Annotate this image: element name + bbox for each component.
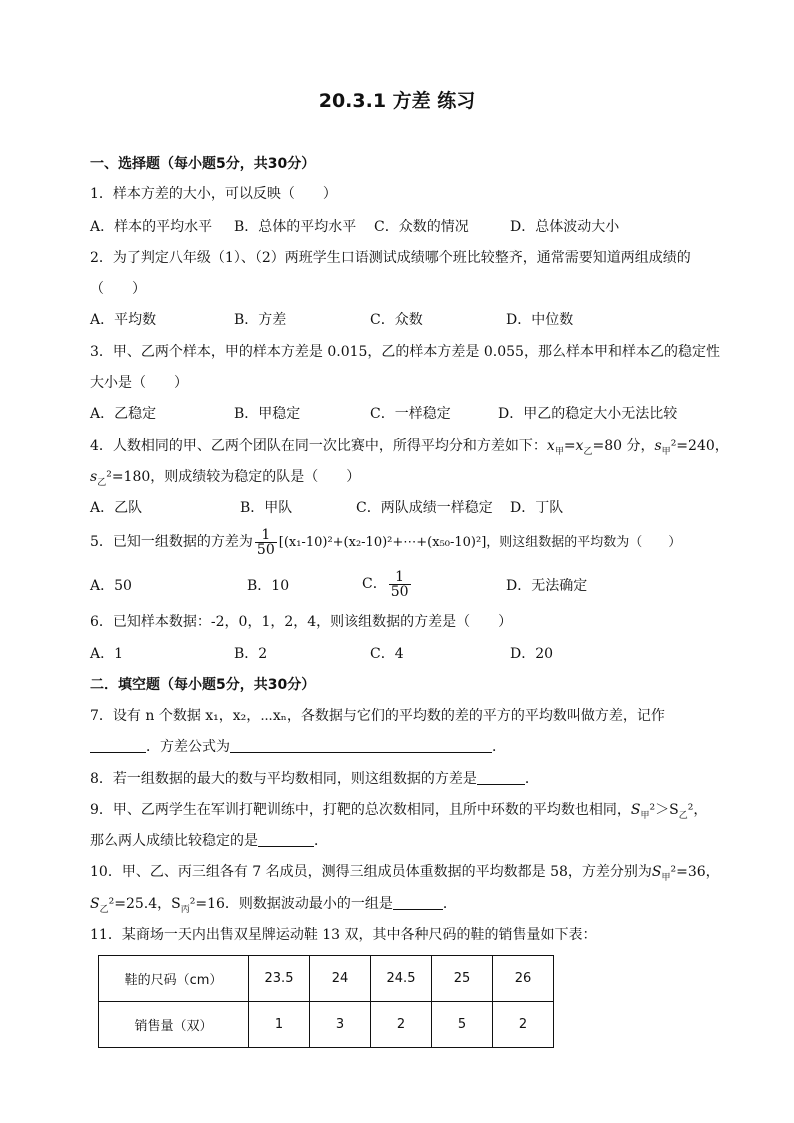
q10-sub-yi: 乙 <box>99 904 109 915</box>
q10-s-symbol: S <box>651 864 662 880</box>
q10-sub-bing: 丙 <box>180 904 190 915</box>
q7-blank-notation[interactable] <box>90 738 146 753</box>
q4-stem-text: 4．人数相同的甲、乙两个团队在同一次比赛中，所得平均分和方差如下： <box>90 438 547 454</box>
q4-x-symbol: x <box>546 438 555 454</box>
q5-fraction-numerator: 1 <box>255 528 277 543</box>
q9-sub-yi: 乙 <box>678 810 688 821</box>
q5-stem-text: 5．已知一组数据的方差为 <box>90 534 253 550</box>
q9-greater: ²＞S <box>649 802 679 818</box>
q4-stem-line1 <box>90 436 729 462</box>
q4-sub-yi: 乙 <box>583 446 593 457</box>
q2-stem-line2: （ ） <box>90 281 146 297</box>
q7-blank-formula[interactable] <box>230 738 492 753</box>
q10-var-yi: ²=25.4，S <box>108 896 181 912</box>
q5-option-c <box>362 566 413 602</box>
q6-option-d: D．20 <box>510 646 554 662</box>
q10-var-bing: ²=16．则数据波动最小的一组是 <box>189 896 393 912</box>
q4-mean-value: =80 分， <box>592 438 655 454</box>
q9-end: ²， <box>687 802 708 818</box>
q3-option-a: A．乙稳定 <box>90 406 157 422</box>
q1-option-a: A．样本的平均水平 <box>90 219 213 235</box>
section-heading-fill: 二．填空题（每小题5分，共30分） <box>90 677 316 693</box>
q9-stem-line1 <box>90 800 707 826</box>
q5-formula: [(x₁-10)²+(x₂-10)²+⋯+(x₅₀-10)²]，则这组数据的平均数为（ ） <box>278 535 682 550</box>
table-row-header-count: 销售量（双） <box>99 1002 249 1048</box>
q4-sub-yi2: 乙 <box>97 477 107 488</box>
q1-option-c: C．众数的情况 <box>374 219 469 235</box>
q3-option-c: C．一样稳定 <box>370 406 451 422</box>
table-cell-count: 2 <box>493 1002 554 1048</box>
q10-blank[interactable] <box>393 895 443 910</box>
q5-option-c-denominator: 50 <box>390 583 409 600</box>
q7-text-formula: ．方差公式为 <box>146 739 230 755</box>
q4-option-b: B．甲队 <box>240 500 293 516</box>
table-cell-count: 1 <box>249 1002 310 1048</box>
q6-option-a: A．1 <box>90 646 124 662</box>
q6-option-c: C．4 <box>370 646 404 662</box>
q6-option-b: B．2 <box>234 646 268 662</box>
q2-option-b: B．方差 <box>234 312 287 328</box>
section-heading-choice: 一、选择题（每小题5分，共30分） <box>90 156 316 172</box>
q5-fraction-denominator: 50 <box>256 541 275 558</box>
q2-option-a: A．平均数 <box>90 312 157 328</box>
table-row <box>99 956 554 1002</box>
q4-option-d: D．丁队 <box>510 500 564 516</box>
q7-period: ． <box>492 739 506 755</box>
q5-stem <box>90 524 681 561</box>
q1-stem: 1．样本方差的大小，可以反映（ ） <box>90 186 337 202</box>
q10-sub-jia: 甲 <box>661 872 671 883</box>
q4-variance-yi: ²=180，则成绩较为稳定的队是（ ） <box>106 469 361 485</box>
q5-option-a: A．50 <box>90 578 132 594</box>
q4-s-symbol: s <box>654 438 662 454</box>
q7-stem-line2 <box>90 737 506 757</box>
q1-option-b: B．总体的平均水平 <box>234 219 357 235</box>
q10-var-jia: ²=36， <box>670 864 720 880</box>
table-cell-size: 24 <box>310 956 371 1002</box>
table-cell-count: 5 <box>432 1002 493 1048</box>
table-cell-size: 25 <box>432 956 493 1002</box>
shoe-size-sales-table <box>98 955 554 1048</box>
page-title: 20.3.1 方差 练习 <box>318 90 476 112</box>
q8-stem <box>90 769 539 789</box>
q1-option-d: D．总体波动大小 <box>510 219 620 235</box>
q3-option-b: B．甲稳定 <box>234 406 301 422</box>
q4-s-symbol2: s <box>90 469 98 485</box>
q3-stem-line1: 3．甲、乙两个样本，甲的样本方差是 0.015，乙的样本方差是 0.055，那么样本甲和样本乙的稳定性 <box>90 344 720 360</box>
q8-period: ． <box>524 771 539 787</box>
q5-option-c-fraction <box>389 570 411 599</box>
q7-stem-line1: 7．设有 n 个数据 x₁，x₂，⋯xₙ，各数据与它们的平均数的差的平方的平均数叫做方差，记作 <box>90 708 665 724</box>
q10-text: 10．甲、乙、丙三组各有 7 名成员，测得三组成员体重数据的平均数都是 58，方差分别为 <box>90 864 652 880</box>
q3-option-d: D．甲乙的稳定大小无法比较 <box>498 406 678 422</box>
table-row-header-size: 鞋的尺码（cm） <box>99 956 249 1002</box>
q10-period: ． <box>442 896 457 912</box>
q5-option-c-numerator: 1 <box>389 570 411 585</box>
q9-stem-line2 <box>90 831 328 851</box>
q4-sub-jia: 甲 <box>554 446 564 457</box>
table-cell-size: 24.5 <box>371 956 432 1002</box>
table-cell-size: 23.5 <box>249 956 310 1002</box>
q5-fraction <box>255 528 277 557</box>
q4-variance-jia: ²=240， <box>670 438 729 454</box>
q10-stem-line1 <box>90 862 720 888</box>
q2-option-d: D．中位数 <box>506 312 574 328</box>
q8-blank[interactable] <box>477 770 525 785</box>
q9-s-symbol: S <box>630 802 641 818</box>
q11-stem: 11．某商场一天内出售双星牌运动鞋 13 双，其中各种尺码的鞋的销售量如下表： <box>90 927 597 943</box>
q2-option-c: C．众数 <box>370 312 423 328</box>
q6-stem: 6．已知样本数据：-2，0，1，2，4，则该组数据的方差是（ ） <box>90 614 513 630</box>
q9-text2: 那么两人成绩比较稳定的是 <box>90 833 258 849</box>
table-cell-size: 26 <box>493 956 554 1002</box>
table-row <box>99 1002 554 1048</box>
q5-option-c-label: C． <box>362 576 387 592</box>
q4-option-a: A．乙队 <box>90 500 143 516</box>
q9-period: ． <box>314 833 328 849</box>
table-cell-count: 2 <box>371 1002 432 1048</box>
q5-option-d: D．无法确定 <box>506 578 588 594</box>
q4-equals-x: =x <box>563 438 584 454</box>
q3-stem-line2: 大小是（ ） <box>90 375 188 391</box>
q10-s-symbol2: S <box>90 896 100 912</box>
q4-sub-jia2: 甲 <box>661 446 671 457</box>
q9-blank[interactable] <box>258 832 314 847</box>
q4-stem-line2 <box>90 467 360 493</box>
q8-text: 8．若一组数据的最大的数与平均数相同，则这组数据的方差是 <box>90 771 477 787</box>
table-cell-count: 3 <box>310 1002 371 1048</box>
q4-option-c: C．两队成绩一样稳定 <box>356 500 493 516</box>
q5-option-b: B．10 <box>247 578 290 594</box>
q2-stem-line1: 2．为了判定八年级（1）、（2）两班学生口语测试成绩哪个班比较整齐，通常需要知道两组成绩的 <box>90 250 691 266</box>
q10-stem-line2 <box>90 894 457 920</box>
q9-text: 9．甲、乙两学生在军训打靶训练中，打靶的总次数相同，且所中环数的平均数也相同， <box>90 802 631 818</box>
q9-sub-jia: 甲 <box>640 810 650 821</box>
